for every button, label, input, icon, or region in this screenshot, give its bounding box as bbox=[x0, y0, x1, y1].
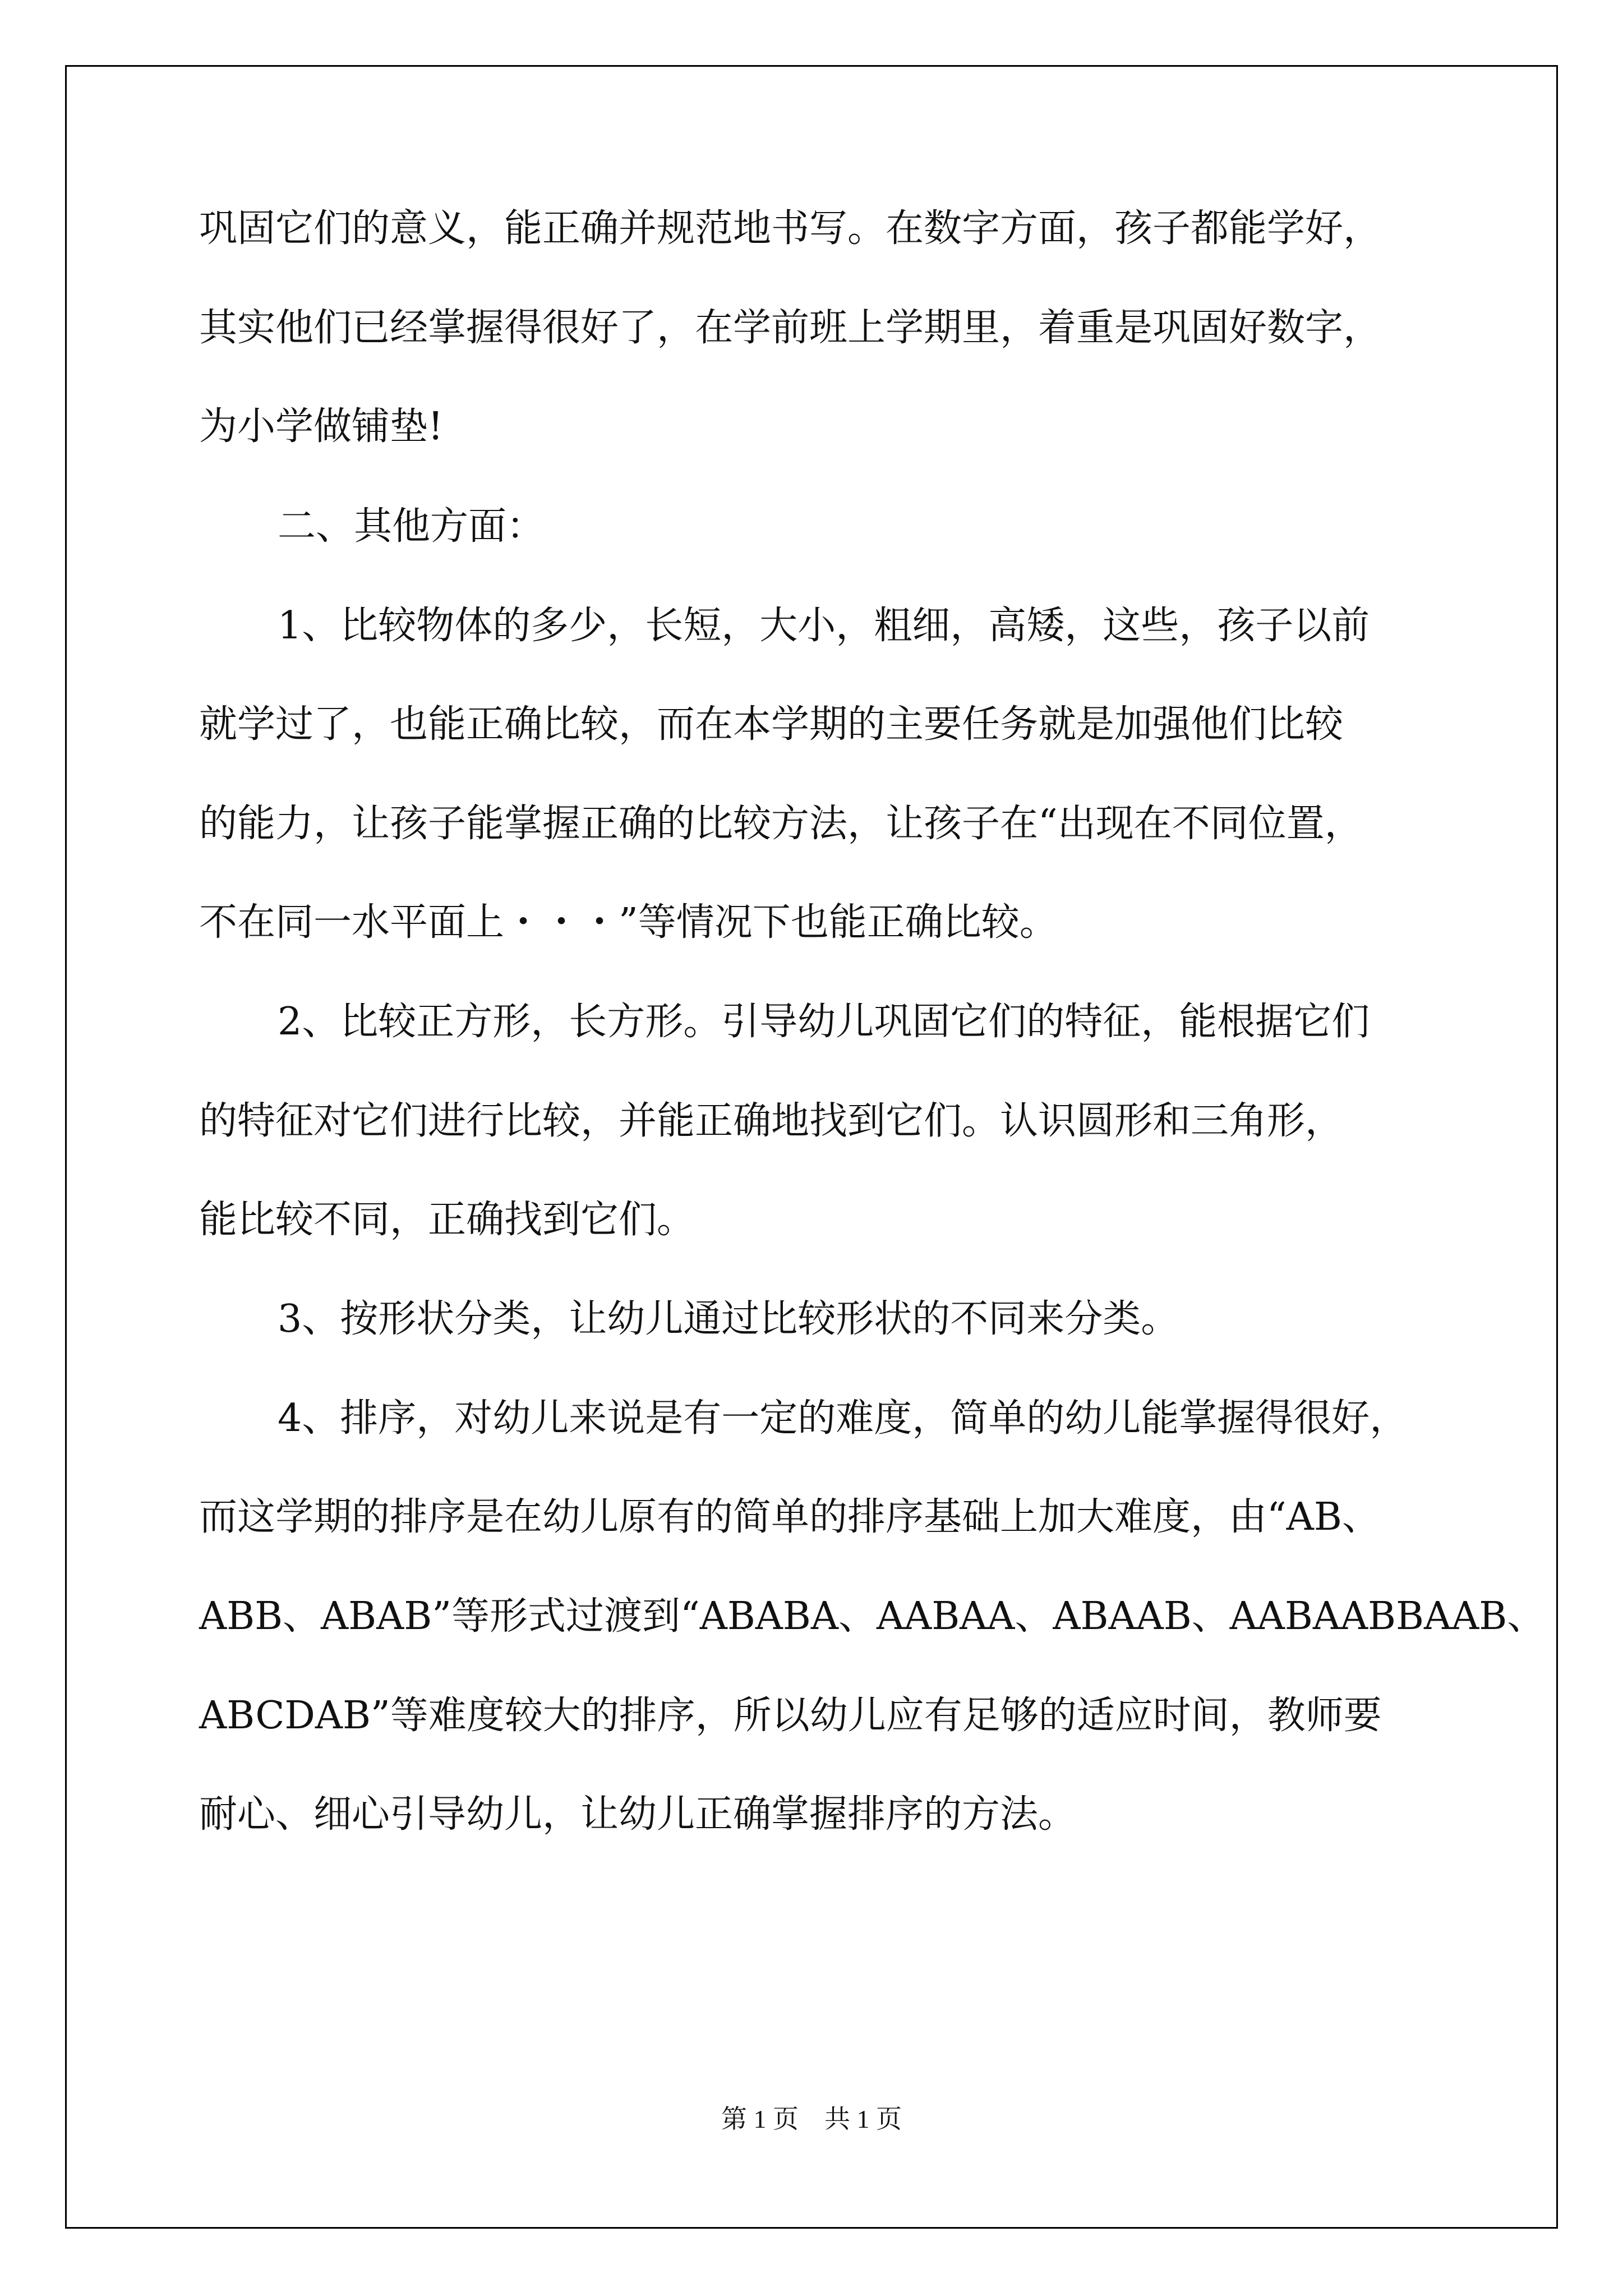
body-line: 1、比较物体的多少，长短，大小，粗细，高矮，这些，孩子以前 bbox=[278, 604, 1370, 648]
page-number: 第 1 页 bbox=[721, 2105, 799, 2133]
body-line: 耐心、细心引导幼儿，让幼儿正确掌握排序的方法。 bbox=[199, 1792, 1077, 1837]
body-line: ABCDAB”等难度较大的排序，所以幼儿应有足够的适应时间，教师要 bbox=[199, 1694, 1382, 1738]
body-line: 就学过了，也能正确比较，而在本学期的主要任务就是加强他们比较 bbox=[199, 702, 1344, 747]
body-line: 其实他们已经掌握得很好了，在学前班上学期里，着重是巩固好数字， bbox=[199, 306, 1382, 350]
body-line: 不在同一水平面上・・・”等情况下也能正确比较。 bbox=[199, 900, 1058, 945]
body-line: 的特征对它们进行比较，并能正确地找到它们。认识圆形和三角形， bbox=[199, 1099, 1344, 1143]
body-line: 巩固它们的意义，能正确并规范地书写。在数字方面，孩子都能学好， bbox=[199, 206, 1382, 251]
page-footer bbox=[0, 2102, 1623, 2136]
page-total: 共 1 页 bbox=[824, 2105, 902, 2133]
body-line: 2、比较正方形，长方形。引导幼儿巩固它们的特征，能根据它们 bbox=[278, 1000, 1370, 1044]
body-line: 3、按形状分类，让幼儿通过比较形状的不同来分类。 bbox=[278, 1297, 1179, 1341]
body-line: 的能力，让孩子能掌握正确的比较方法，让孩子在“出现在不同位置， bbox=[199, 802, 1363, 846]
body-line: 为小学做铺垫! bbox=[199, 404, 444, 449]
body-line: 而这学期的排序是在幼儿原有的简单的排序基础上加大难度，由“AB、 bbox=[199, 1495, 1380, 1539]
body-line: 能比较不同，正确找到它们。 bbox=[199, 1198, 695, 1242]
section-heading: 二、其他方面： bbox=[278, 504, 545, 549]
body-line: 4、排序，对幼儿来说是有一定的难度，简单的幼儿能掌握得很好， bbox=[278, 1396, 1408, 1441]
body-line: ABB、ABAB”等形式过渡到“ABABA、AABAA、ABAAB、AABAABBAAB、 bbox=[199, 1594, 1546, 1639]
